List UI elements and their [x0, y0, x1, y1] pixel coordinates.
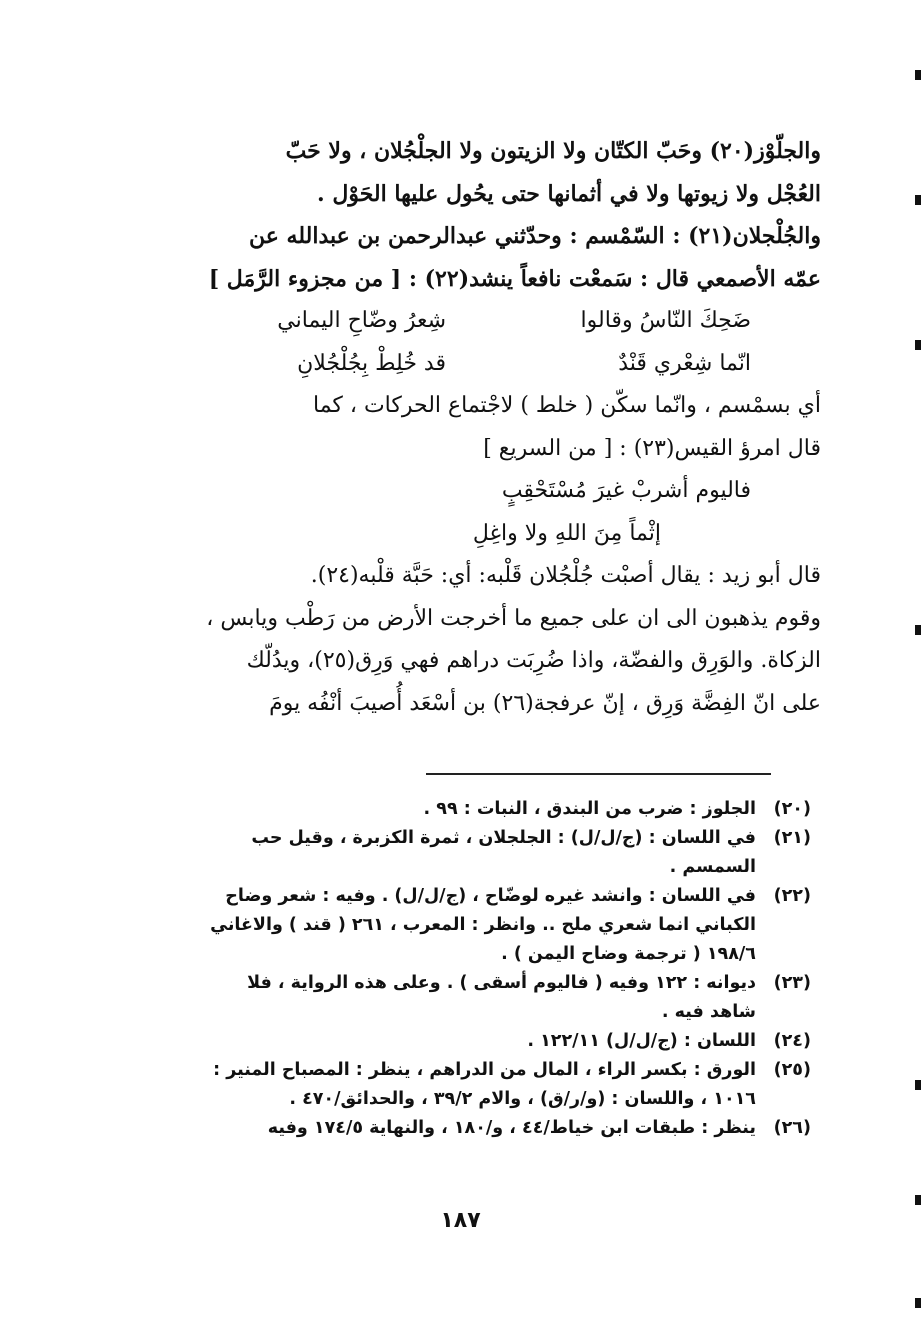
text-line: والجلّوْز(٢٠) وحَبّ الكتّان ولا الزيتون ولا الجلْجُلان ، ولا حَبّ [285, 138, 821, 164]
footnote [151, 882, 811, 969]
footnotes [151, 795, 811, 1143]
poem-verse [121, 343, 821, 386]
scan-edge-mark [915, 340, 921, 350]
poem-hemistich: قد خُلِطْ بِجُلْجُلانِ [297, 350, 446, 376]
footnote-text: في اللسان : وانشد غيره لوضّاح ، (ج/ل/ل) . وفيه : شعر وضاح [225, 886, 756, 906]
text-line: عمّه الأصمعي قال : سَمعْت نافعاً ينشد(٢٢) : [ من مجزوء الرَّمَل ] [208, 265, 821, 292]
footnote [151, 1114, 811, 1143]
text-line: قال امرؤ القيس(٢٣) : [ من السريع ] [483, 435, 821, 461]
footnote-text: شاهد فيه . [661, 1002, 756, 1022]
scan-edge-mark [915, 1195, 921, 1205]
text-line: والجُلْجلان(٢١) : السّمْسم : وحدّثني عبدالرحمن بن عبدالله عن [249, 223, 821, 249]
footnote-number: (٢٤) [773, 1031, 811, 1051]
text-line: قال أبو زيد : يقال أصبْت جُلْجُلان قَلْبه: أي: حَبَّة قلْبه(٢٤). [310, 563, 821, 588]
footnote-number: (٢٠) [773, 799, 811, 819]
footnote-text: الجلوز : ضرب من البندق ، النبات : ٩٩ . [423, 799, 756, 819]
text-line: أي بسمْسم ، وانّما سكّن ( خلط ) لاجْتماع الحركات ، كما [312, 393, 821, 418]
footnote [151, 969, 811, 1027]
footnote-text: الكباني انما شعري ملح .. وانظر : المعرب ، ٢٦١ ( قند ) والاغاني [210, 915, 756, 935]
scan-edge-mark [915, 195, 921, 205]
footnote-number: (٢٣) [773, 973, 811, 993]
poem-hemistich: ضَحِكَ النّاسُ وقالوا [580, 308, 751, 333]
footnote-number: (٢٥) [773, 1060, 811, 1080]
text-line: العُجْل ولا زيوتها ولا في أثمانها حتى يحُول عليها الحَوْل . [317, 180, 821, 207]
poem-verse: إثْماً مِنَ اللهِ ولا واغِلِ [472, 520, 661, 546]
footnote-divider [426, 773, 771, 775]
footnote-text: ينظر : طبقات ابن خياط/٤٤ ، و/١٨٠ ، والنهاية ١٧٤/٥ وفيه [267, 1118, 756, 1138]
poem-verse: فاليوم أشربْ غيرَ مُسْتَحْقِبٍ [501, 478, 751, 503]
footnote-number: (٢١) [773, 828, 811, 848]
footnote-text: السمسم . [669, 857, 756, 877]
scan-edge-mark [915, 1080, 921, 1090]
main-text [121, 130, 821, 725]
footnote [151, 1027, 811, 1056]
footnote-text: ١٩٨/٦ ( ترجمة وضاح اليمن ) . [501, 944, 756, 964]
scan-edge-mark [915, 625, 921, 635]
poem-hemistich: انّما شِعْري قَنْدٌ [618, 350, 751, 376]
footnote-text: الورق : بكسر الراء ، المال من الدراهم ، ينظر : المصباح المنير : [213, 1060, 756, 1080]
text-line: الزكاة. والوَرِق والفضّة، واذا ضُرِبَت دراهم فهي وَرِق(٢٥)، ويدُلّك [246, 648, 821, 673]
scan-edge-mark [915, 1298, 921, 1308]
footnote [151, 1056, 811, 1114]
footnote-number: (٢٦) [773, 1118, 811, 1138]
footnote-text: ديوانه : ١٢٢ وفيه ( فاليوم أسقى ) . وعلى هذه الرواية ، فلا [247, 973, 756, 993]
page-number: ١٨٧ [440, 1208, 481, 1233]
footnote [151, 795, 811, 824]
poem-verse [121, 300, 821, 343]
text-line: على انّ الفِضَّة وَرِق ، إنّ عرفجة(٢٦) بن أسْعَد أُصيبَ أنْفُه يومَ [269, 690, 821, 716]
text-line: وقوم يذهبون الى ان على جميع ما أخرجت الأرض من رَطْب ويابس ، [206, 605, 821, 631]
footnote-text: اللسان : (ج/ل/ل) ١٢٢/١١ . [527, 1031, 756, 1051]
footnote-text: ١٠١٦ ، واللسان : (و/ر/ق) ، والام ٣٩/٢ ، والحدائق/٤٧٠ . [289, 1089, 756, 1109]
footnote [151, 824, 811, 882]
footnote-text: في اللسان : (ج/ل/ل) : الجلجلان ، ثمرة الكزبرة ، وقيل حب [251, 828, 756, 848]
poem-hemistich: شِعرُ وضّاحِ اليماني [277, 308, 446, 333]
scan-edge-mark [915, 70, 921, 80]
footnote-number: (٢٢) [773, 886, 811, 906]
